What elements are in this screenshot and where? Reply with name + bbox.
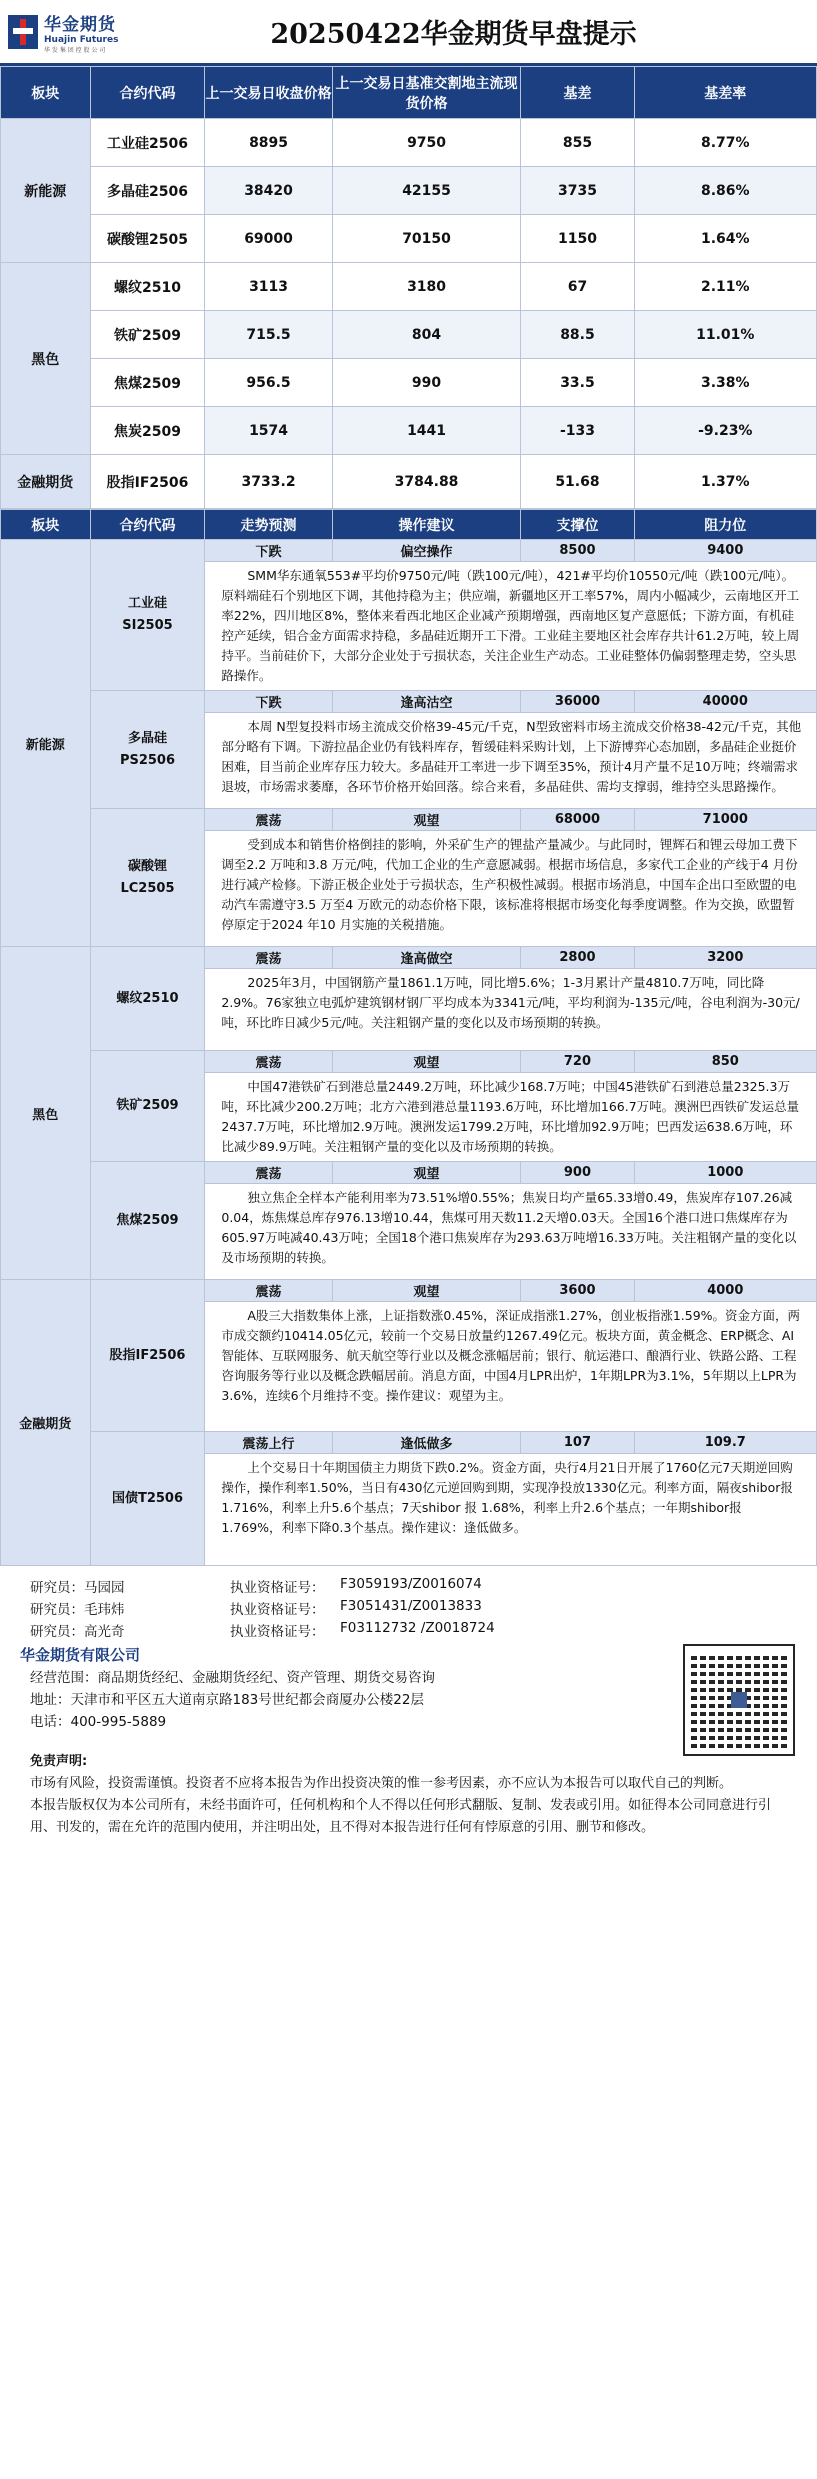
researcher-field: 研究员：高光奇 [30, 1624, 125, 1640]
forecast-row [1, 1051, 817, 1073]
value-cell: 38420 [205, 167, 332, 215]
resist-cell: 109.7 [634, 1432, 816, 1454]
company-address: 地址：天津市和平区五大道南京路183号世纪都会商厦办公楼22层 [30, 1692, 424, 1708]
sector-cell: 金融期货 [1, 1280, 91, 1566]
support-cell: 2800 [521, 947, 634, 969]
advice-cell: 偏空操作 [332, 540, 521, 562]
value-cell: 1.64% [634, 215, 816, 263]
company-logo [0, 2, 150, 62]
advice-cell: 观望 [332, 1051, 521, 1073]
analysis-text: 中国47港铁矿石到港总量2449.2万吨，环比减少168.7万吨；中国45港铁矿石到港总量2325.3万吨，环比减少200.2万吨；北方六港到港总量1193.6万吨，环比增加166.7万吨。澳洲巴西铁矿发运总量2437.7万吨，环比增加2.9万吨。澳洲发运1799.2万吨，环比增加92.9万吨；巴西发运638.6万吨，环比减少89.9万吨。关注粗钢产量的变化以及市场预期的转换。 [205, 1073, 817, 1162]
researcher-row [30, 1620, 817, 1642]
company-scope: 经营范围：商品期货经纪、金融期货经纪、资产管理、期货交易咨询 [30, 1670, 435, 1686]
researcher-row [30, 1598, 817, 1620]
table-row [1, 407, 817, 455]
contract-code [90, 947, 205, 1051]
contract-code-line: SI2505 [122, 618, 173, 633]
value-cell: 3735 [521, 167, 634, 215]
column-header: 合约代码 [90, 67, 205, 119]
logo-cn: 华金期货 [44, 14, 116, 35]
contract-code-line: 股指IF2506 [109, 1347, 186, 1363]
table-row [1, 119, 817, 167]
contract-code-line: PS2506 [119, 752, 176, 768]
sector-cell: 金融期货 [1, 455, 91, 509]
sector-cell: 新能源 [1, 119, 91, 263]
value-cell: 8.77% [634, 119, 816, 167]
trend-cell: 震荡 [205, 1280, 332, 1302]
disclaimer-heading: 免责声明: [30, 1754, 88, 1769]
value-cell: -133 [521, 407, 634, 455]
disclaimer-p2: 本报告版权仅为本公司所有，未经书面许可，任何机构和个人不得以任何形式翻版、复制、发表或引用。如征得本公司同意进行引用、刊发的，需在允许的范围内使用，并注明出处，且不得对本报告进行任何有悖原意的引用、删节和修改。 [30, 1798, 772, 1835]
sector-cell: 黑色 [1, 947, 91, 1280]
contract-code [90, 1432, 205, 1566]
column-header: 合约代码 [90, 510, 205, 540]
forecast-row [1, 1162, 817, 1184]
trend-cell: 震荡 [205, 809, 332, 831]
value-cell: 956.5 [205, 359, 332, 407]
value-cell: 69000 [205, 215, 332, 263]
forecast-row [1, 947, 817, 969]
support-cell: 720 [521, 1051, 634, 1073]
sector-cell: 新能源 [1, 540, 91, 947]
support-cell: 3600 [521, 1280, 634, 1302]
resist-cell: 71000 [634, 809, 816, 831]
advice-cell: 观望 [332, 809, 521, 831]
researcher-field: 执业资格证号： [230, 1580, 325, 1596]
disclaimer-p1: 市场有风险，投资需谨慎。投资者不应将本报告为作出投资决策的惟一参考因素，亦不应认为本报告可以取代自己的判断。 [30, 1776, 733, 1791]
value-cell: 2.11% [634, 263, 816, 311]
resist-cell: 850 [634, 1051, 816, 1073]
value-cell: 990 [332, 359, 521, 407]
value-cell: 855 [521, 119, 634, 167]
column-header: 上一交易日收盘价格 [205, 67, 332, 119]
contract-code [90, 1280, 205, 1432]
value-cell: 3180 [332, 263, 521, 311]
researcher-field: 研究员：毛玮炜 [30, 1602, 125, 1618]
researcher-field: 执业资格证号： [230, 1624, 325, 1640]
contract-code-line: 工业硅 [127, 596, 167, 611]
strategy-header-row [1, 510, 817, 540]
trend-cell: 震荡 [205, 1051, 332, 1073]
value-cell: 3733.2 [205, 455, 332, 509]
column-header: 操作建议 [332, 510, 521, 540]
researcher-row [30, 1576, 817, 1598]
table-row [1, 215, 817, 263]
resist-cell: 40000 [634, 691, 816, 713]
logo-icon [8, 15, 38, 49]
contract-code [90, 1051, 205, 1162]
value-cell: 715.5 [205, 311, 332, 359]
trend-cell: 震荡上行 [205, 1432, 332, 1454]
contract-code: 铁矿2509 [90, 311, 205, 359]
advice-cell: 观望 [332, 1162, 521, 1184]
support-cell: 107 [521, 1432, 634, 1454]
analysis-text: 独立焦企全样本产能利用率为73.51%增0.55%；焦炭日均产量65.33增0.49，焦炭库存107.26减0.04，炼焦煤总库存976.13增10.44，焦煤可用天数11.2天增0.03天。全国16个港口进口焦煤库存为605.97万吨减40.43万吨；全国18个港口焦炭库存为293.63万吨增16.33万吨。关注粗钢产量的变化以及市场预期的转换。 [205, 1184, 817, 1280]
value-cell: 3.38% [634, 359, 816, 407]
advice-cell: 逢低做多 [332, 1432, 521, 1454]
analysis-text: A股三大指数集体上涨，上证指数涨0.45%，深证成指涨1.27%，创业板指涨1.59%。资金方面，两市成交额约10414.05亿元，较前一个交易日放量约1267.49亿元。板块方面，黄金概念、ERP概念、AI智能体、互联网服务、航天航空等行业以及概念涨幅居前；银行、航运港口、酿酒行业、铁路公路、工程咨询服务等行业以及概念跌幅居前。消息方面，中国4月LPR出炉，1年期LPR为3.1%，5年期以上LPR为3.6%，连续6个月维持不变。操作建议：观望为主。 [205, 1302, 817, 1432]
trend-cell: 下跌 [205, 691, 332, 713]
logo-en: Huajin Futures [44, 34, 119, 45]
advice-cell: 观望 [332, 1280, 521, 1302]
contract-code-line: 国债T2506 [111, 1490, 184, 1506]
resist-cell: 3200 [634, 947, 816, 969]
contract-code: 焦煤2509 [90, 359, 205, 407]
trend-cell: 震荡 [205, 1162, 332, 1184]
forecast-row [1, 1280, 817, 1302]
contract-code-line: 多晶硅 [127, 730, 167, 746]
qr-code-icon [685, 1646, 793, 1754]
column-header: 基差 [521, 67, 634, 119]
forecast-row [1, 540, 817, 562]
forecast-row [1, 1432, 817, 1454]
contract-code [90, 1162, 205, 1280]
analysis-text: 受到成本和销售价格倒挂的影响，外采矿生产的锂盐产量减少。与此同时，锂辉石和锂云母加工费下调至2.2 万吨和3.8 万元/吨，代加工企业的生产意愿减弱。根据市场信息，多家代工企业的产线于4 月份进行减产检修。下游正极企业处于亏损状态，生产积极性减弱。根据市场消息，中国车企出口至欧盟的电动汽车需遵守3.5 万至4 万欧元的动态价格下限，该标准将根据市场变化每季度调整。作为交换，欧盟暂停原定于2024 年10 月实施的关税措施。 [205, 831, 817, 947]
table-row [1, 455, 817, 509]
table-row [1, 359, 817, 407]
trend-cell: 下跌 [205, 540, 332, 562]
header [0, 0, 817, 66]
value-cell: 3113 [205, 263, 332, 311]
contract-code [90, 809, 205, 947]
trend-cell: 震荡 [205, 947, 332, 969]
value-cell: 1441 [332, 407, 521, 455]
basis-table [0, 66, 817, 509]
company-phone: 电话：400-995-5889 [30, 1714, 167, 1730]
analysis-text: 2025年3月，中国钢筋产量1861.1万吨，同比增5.6%；1-3月累计产量4810.7万吨，同比降2.9%。76家独立电弧炉建筑钢材钢厂平均成本为3341元/吨，平均利润为-135元/吨，谷电利润为-30元/吨，环比昨日减少5元/吨。关注粗钢产量的变化以及市场预期的转换。 [205, 969, 817, 1051]
contract-code-line: 铁矿2509 [116, 1098, 179, 1113]
contract-code: 碳酸锂2505 [90, 215, 205, 263]
analysis-text: 本周 N型复投料市场主流成交价格39-45元/千克，N型致密料市场主流成交价格38-42元/千克，其他部分略有下调。下游拉晶企业仍有钱料库存，暂缓硅料采购计划，上下游博弈心态加剧，多晶硅企业挺价困难，目当前企业库存压力较大。多晶硅开工率进一步下调至35%，预计4月产量不足10万吨；终端需求退坡，市场需求萎靡，各环节价格开始回落。综合来看，多晶硅供、需均支撑弱，维持空头思路操作。 [205, 713, 817, 809]
support-cell: 900 [521, 1162, 634, 1184]
contract-code-line: 螺纹2510 [116, 990, 179, 1006]
value-cell: 70150 [332, 215, 521, 263]
analysis-text: SMM华东通氧553#平均价9750元/吨（跌100元/吨），421#平均价10550元/吨（跌100元/吨）。原料端硅石个别地区下调，其他持稳为主；供应端，新疆地区开工率57%，周内小幅减少，云南地区开工率22%，四川地区8%，整体来看西北地区企业减产预期增强，西南地区复产意愿低；下游方面，有机硅控产延续，铝合金方面需求持稳，多晶硅近期开工下滑。工业硅主要地区社会库存共计61.2万吨，较上周持平。当前硅价下，大部分企业处于亏损状态，关注企业生产动态。工业硅整体仍偏弱整理走势，空头思路操作。 [205, 562, 817, 691]
value-cell: 1574 [205, 407, 332, 455]
contract-code: 螺纹2510 [90, 263, 205, 311]
logo-sub: 华 发 集 团 控 股 公 司 [44, 46, 106, 54]
forecast-row [1, 809, 817, 831]
contract-code [90, 540, 205, 691]
value-cell: 42155 [332, 167, 521, 215]
support-cell: 68000 [521, 809, 634, 831]
value-cell: 51.68 [521, 455, 634, 509]
value-cell: 1.37% [634, 455, 816, 509]
contract-code: 焦炭2509 [90, 407, 205, 455]
value-cell: -9.23% [634, 407, 816, 455]
strategy-table [0, 509, 817, 1566]
contract-code-line: 焦煤2509 [116, 1212, 179, 1228]
resist-cell: 1000 [634, 1162, 816, 1184]
table-row [1, 311, 817, 359]
column-header: 走势预测 [205, 510, 332, 540]
footer [0, 1566, 817, 1733]
column-header: 支撑位 [521, 510, 634, 540]
researcher-field: 执业资格证号： [230, 1602, 325, 1618]
support-cell: 8500 [521, 540, 634, 562]
researcher-field: 研究员：马园园 [30, 1580, 125, 1596]
contract-code [90, 691, 205, 809]
value-cell: 804 [332, 311, 521, 359]
researcher-field: F03112732 /Z0018724 [340, 1620, 495, 1636]
contract-code-line: 碳酸锂 [127, 858, 167, 874]
analysis-text: 上个交易日十年期国债主力期货下跌0.2%。资金方面，央行4月21日开展了1760亿元7天期逆回购操作，操作利率1.50%，当日有430亿元逆回购到期，实现净投放1330亿元。利率方面，隔夜shibor报1.716%，利率上升5.6个基点；7天shibor 报 1.68%，利率上升2.6个基点；一年期shibor报 1.769%，利率下降0.3个基点。操作建议：逢低做多。 [205, 1454, 817, 1566]
table-row [1, 167, 817, 215]
forecast-row [1, 691, 817, 713]
advice-cell: 逢高做空 [332, 947, 521, 969]
value-cell: 11.01% [634, 311, 816, 359]
page-title: 20250422华金期货早盘提示 [270, 19, 637, 50]
contract-code: 多晶硅2506 [90, 167, 205, 215]
value-cell: 9750 [332, 119, 521, 167]
researcher-field: F3059193/Z0016074 [340, 1576, 482, 1592]
value-cell: 8.86% [634, 167, 816, 215]
support-cell: 36000 [521, 691, 634, 713]
advice-cell: 逢高沽空 [332, 691, 521, 713]
sector-cell: 黑色 [1, 263, 91, 455]
resist-cell: 4000 [634, 1280, 816, 1302]
column-header: 上一交易日基准交割地主流现货价格 [332, 67, 521, 119]
column-header: 阻力位 [634, 510, 816, 540]
value-cell: 88.5 [521, 311, 634, 359]
researcher-field: F3051431/Z0013833 [340, 1598, 482, 1614]
value-cell: 33.5 [521, 359, 634, 407]
column-header: 板块 [1, 67, 91, 119]
value-cell: 8895 [205, 119, 332, 167]
contract-code-line: LC2505 [120, 880, 175, 896]
column-header: 板块 [1, 510, 91, 540]
value-cell: 67 [521, 263, 634, 311]
value-cell: 1150 [521, 215, 634, 263]
company-name: 华金期货有限公司 [20, 1646, 141, 1664]
contract-code: 股指IF2506 [90, 455, 205, 509]
table-row [1, 263, 817, 311]
resist-cell: 9400 [634, 540, 816, 562]
contract-code: 工业硅2506 [90, 119, 205, 167]
column-header: 基差率 [634, 67, 816, 119]
value-cell: 3784.88 [332, 455, 521, 509]
basis-header-row [1, 67, 817, 119]
